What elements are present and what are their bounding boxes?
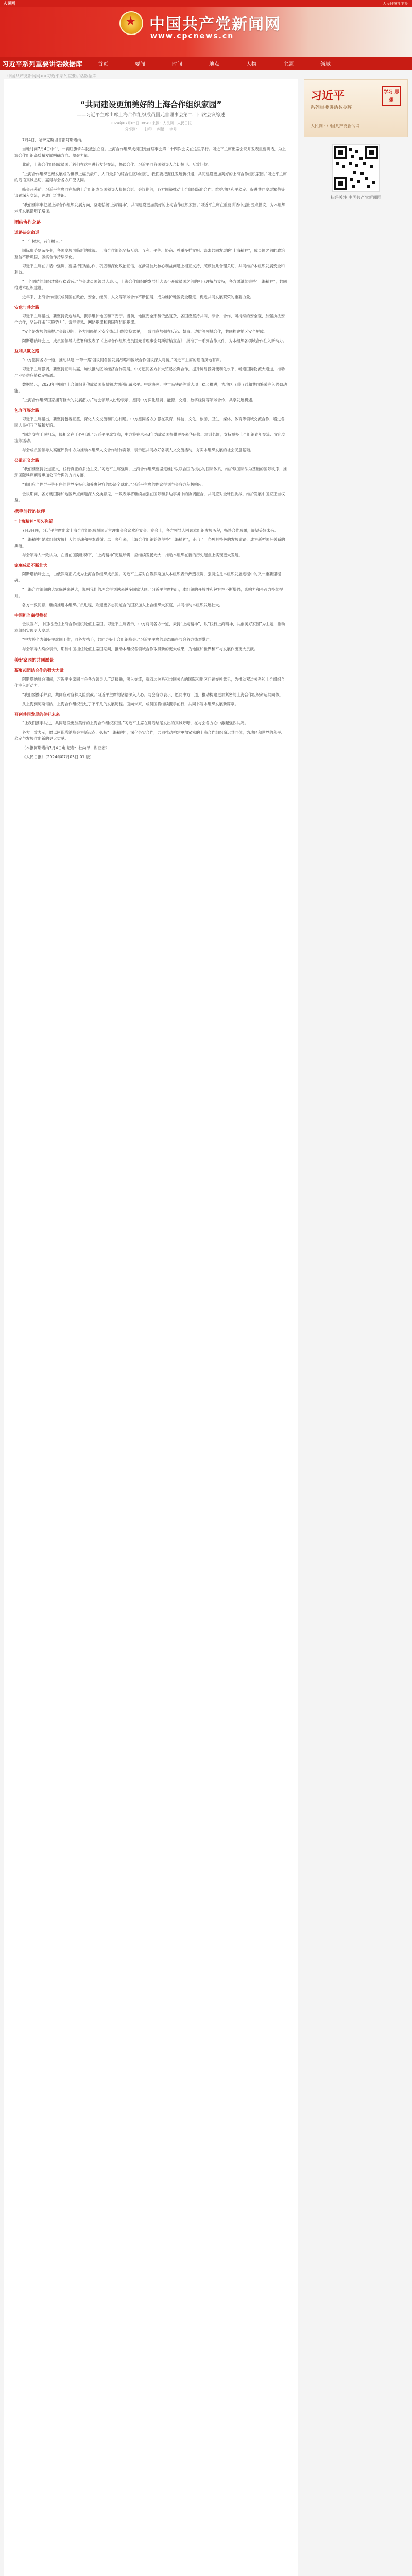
nav-item-home[interactable]: 首页: [98, 62, 108, 67]
top-logo[interactable]: 人民网: [3, 1, 15, 6]
article-paragraph: “我们应当倡导平等有序的世界多极化和普惠包容的经济全球化。”习近平主席的倡议得到与会各方积极响应。: [22, 482, 206, 487]
article-tools: [8, 127, 294, 132]
nav-item-news[interactable]: 要闻: [135, 62, 145, 67]
article-paragraph: （本报阿斯塔纳7月4日电 记者：杜尚泽、谢亚宏）: [22, 745, 110, 750]
article-paragraph: 7月3日晚，习近平主席出席上海合作组织成员国元首理事会会议欢迎宴会。宴会上，各方领导人回顾本组织发展历程，畅谈合作成果，展望美好未来。: [22, 528, 279, 533]
subsection-heading: 安危与共之路: [14, 305, 39, 310]
banner-subtitle: 系列重要讲话数据库: [311, 105, 353, 110]
article-paragraph: 峰会开幕前，习近平主席同在场的上合组织成员国领导人集体合影。会议期间，各方围绕推动上合组织深化合作、维护地区和平稳定、促进共同发展繁荣等议题深入交流，达成广泛共识。: [14, 187, 285, 198]
subsection-heading: 公道正义之路: [14, 458, 39, 463]
subsection-heading: 开创共同发展的美好未来: [14, 712, 60, 717]
sidebar-banner[interactable]: [304, 79, 408, 137]
article-paragraph: 从上海到阿斯塔纳，上海合作组织走过了不平凡的发展历程。面向未来，成员国将继续携手前行，共同书写本组织发展新篇章。: [22, 702, 238, 706]
article-paragraph: “上海合作组织国家拥有巨大的发展潜力。”与会领导人纷纷表示，愿同中方深化经贸、能源、交通、数字经济等领域合作，共享发展机遇。: [22, 398, 256, 402]
party-emblem-icon: ★: [119, 11, 143, 35]
banner-seal: 学习 思想: [382, 86, 401, 106]
section-heading: 携手前行的伙伴: [14, 509, 45, 514]
article-paragraph: “上海精神”是本组织发展壮大的灵魂和根本遵循。二十多年来，上海合作组织始终坚持“上海精神”，走出了一条独具特色的发展道路，成为新型国际关系的典范。: [14, 537, 285, 548]
article-paragraph: “一个团结的组织才能行稳致远。”与会成员国领导人表示，上海合作组织的发展壮大离不开成员国之间的相互理解与支持，各方愿继续秉持“上海精神”，共同推进本组织建设。: [14, 279, 287, 290]
article-paragraph: 与会领导人一致认为，在当前国际形势下，“上海精神”更显珍贵，应继续发扬光大，推动本组织在新的历史起点上实现更大发展。: [22, 553, 243, 557]
article-paragraph: 阿斯塔纳峰会期间，习近平主席同与会各方领导人广泛接触，深入交流，就双边关系和共同关心的国际和地区问题交换意见，为推动双边关系和上合组织合作注入新动力。: [14, 677, 285, 688]
breadcrumb[interactable]: 中国共产党新闻网>>习近平系列重要讲话数据库: [7, 74, 97, 78]
article-paragraph: “我们要携手并肩，共同应对各种风险挑战。”习近平主席的话语深入人心。与会各方表示，愿同中方一道，推动构建更加紧密的上海合作组织命运共同体。: [22, 692, 283, 697]
article-paragraph: 习近平主席在讲话中强调，要坚持团结协作，巩固和深化政治互信，在涉及彼此核心利益问题上相互支持，照顾彼此合理关切，共同维护本组织发展安全和利益。: [14, 264, 285, 275]
site-title[interactable]: 中国共产党新闻网: [149, 15, 281, 33]
article-paragraph: 阿斯塔纳峰会上，成员国领导人签署和发表了《上海合作组织成员国元首理事会阿斯塔纳宣言》，批准了一系列合作文件，为本组织各领域合作注入新动力。: [22, 338, 287, 343]
subsection-heading: 包容互鉴之路: [14, 408, 39, 413]
site-url: www.cpcnews.cn: [150, 32, 234, 40]
article-body: [14, 137, 287, 764]
subsection-heading: 互利共赢之路: [14, 349, 39, 353]
report-error-button[interactable]: 纠错: [157, 127, 165, 131]
article-paragraph: 习近平主席指出，要坚持安危与共，携手维护地区和平安宁。当前，地区安全形势依然复杂，各国应坚持共同、综合、合作、可持续的安全观，加强执法安全合作，坚决打击“三股势力”、毒品走私、网络犯罪和跨国有组织犯罪。: [14, 314, 285, 325]
article-paragraph: “我们要牢牢把握上海合作组织发展方向，坚定弘扬‘上海精神’，共同建设更加美好的上海合作组织家园。”习近平主席在重要讲话中提出五点倡议，为本组织未来发展指明了路径。: [14, 202, 286, 213]
article-paragraph: “让我们携手共进，共同建设更加美好的上海合作组织家园。”习近平主席在讲话结尾发出的真诚呼吁，在与会各方心中激起强烈共鸣。: [22, 721, 249, 725]
nav-item-time[interactable]: 时间: [172, 62, 182, 67]
section-heading: 团结协作之路: [14, 220, 41, 225]
article-paragraph: “中方将全力做好主席国工作，同各方携手，共同办好上合组织峰会。”习近平主席的表态赢得与会各方热烈掌声。: [22, 637, 214, 642]
nav-database-title[interactable]: 习近平系列重要讲话数据库: [2, 61, 83, 69]
article-paragraph: 近年来，上海合作组织成员国在政治、安全、经济、人文等领域合作不断拓展，成为维护地区安全稳定、促进共同发展繁荣的重要力量。: [22, 295, 254, 299]
article-paragraph: “上海合作组织的大家庭越来越大，说明我们的理念得到越来越多国家认同。”习近平主席指出，本组织的开放性和包容性不断增强，影响力和号召力持续提升。: [14, 587, 283, 598]
nav-item-topic[interactable]: 主题: [283, 62, 294, 67]
article-paragraph: 会议宣布，中国将接任上海合作组织轮值主席国。习近平主席表示，中方将同各方一道，秉持“上海精神”，以“践行上海精神，共创美好家园”为主题，推动本组织实现更大发展。: [14, 622, 285, 633]
site-header: [0, 0, 412, 57]
nav-item-place[interactable]: 地点: [209, 62, 219, 67]
print-button[interactable]: 打印: [144, 127, 152, 131]
article-paragraph: “安全是发展的前提。”会议期间，各方围绕地区安全热点问题交换意见，一致同意加强在反恐、禁毒、边防等领域合作，共同构建地区安全屏障。: [22, 329, 268, 334]
article-paragraph: 与会领导人纷纷表示，期待中国担任轮值主席国期间，推动本组织各领域合作取得新的更大成果，为地区和世界和平与发展作出更大贡献。: [22, 647, 258, 651]
qr-caption: 扫码关注 中国共产党新闻网: [330, 195, 382, 200]
article-paragraph: “上海合作组织已经发展成为世界上幅员最广、人口最多的综合性区域组织，我们要把握住发展新机遇，共同建设更加美好的上海合作组织家园。”习近平主席的话语真诚恳切，赢得与会各方广泛认同。: [14, 172, 287, 182]
article-paragraph: 习近平主席强调，要坚持互利共赢，加快推动区域经济合作发展。中方愿同各方扩大贸易投资合作，提升贸易投资便利化水平，畅通国际物流大通道，推动产业链供应链稳定畅通。: [14, 367, 285, 378]
article-meta: 2024年07月05日 08:49 来源：人民网－人民日报: [110, 121, 192, 125]
article-card: [4, 79, 298, 2576]
article-paragraph: 习近平主席指出，要坚持包容互鉴，深化人文交流和民心相通。中方愿同各方加强在教育、科技、文化、旅游、卫生、媒体、体育等领域交流合作，增进各国人民相互了解和友谊。: [14, 417, 285, 428]
article-paragraph: 各方一致同意，继续推进本组织扩员进程，欢迎更多志同道合的国家加入上合组织大家庭，共同推动本组织发展壮大。: [22, 603, 223, 607]
article-paragraph: 与会成员国领导人高度评价中方为推动本组织人文合作所作贡献，表示愿共同办好各项人文交流活动，夯实本组织发展的社会民意基础。: [22, 448, 254, 452]
top-right-text: 人民日报社主办: [383, 2, 408, 6]
article-paragraph: 此前，上海合作组织成员国元首们在这里进行友好交流，畅谈合作。习近平同各国领导人亲切握手、互致问候。: [22, 162, 212, 167]
article-paragraph: 当地时间7月4日中午，一辆红旗轿车驶抵独立宫。上海合作组织成员国元首理事会第二十四次会议在这里举行。习近平主席出席会议并发表重要讲话，为上海合作组织高质量发展明确方向、凝聚力量。: [14, 147, 286, 158]
banner-footer: 人民网 · 中国共产党新闻网: [311, 124, 360, 128]
nav-item-people[interactable]: 人物: [246, 62, 256, 67]
nav-item-field[interactable]: 领域: [320, 62, 331, 67]
nav-bar: [0, 57, 412, 70]
subsection-heading: 凝聚起团结合作的强大力量: [14, 668, 64, 673]
article-paragraph: 会议期间，各方就国际和地区热点问题深入交换意见，一致表示将继续加强在国际和多边事务中的协调配合，共同应对全球性挑战，维护发展中国家正当权益。: [14, 492, 285, 502]
qr-code-icon: [332, 144, 380, 192]
subsection-heading: 中国担当赢得赞誉: [14, 613, 47, 618]
article-paragraph: “我们要坚持公道正义，践行真正的多边主义。”习近平主席强调，上海合作组织要坚定维护以联合国为核心的国际体系，维护以国际法为基础的国际秩序，推动国际秩序朝着更加公正合理的方向发展。: [14, 467, 287, 478]
article-paragraph: “十年树木，百年树人。”: [22, 239, 63, 244]
banner-title: 习近平: [311, 89, 345, 103]
article-paragraph: 《人民日报》（2024年07月05日 01 版）: [22, 755, 94, 759]
article-paragraph: “国之交在于民相亲，民相亲在于心相通。”习近平主席宣布，中方将在未来3年为成员国提供更多来华研修、培训名额，支持举办上合组织青年交流、文化交流等活动。: [14, 432, 286, 443]
subsection-heading: 道路决定命运: [14, 230, 39, 235]
top-strip: [0, 0, 412, 7]
article-title: “共同建设更加美好的上海合作组织家园”: [80, 100, 222, 109]
share-label: 分享到：: [125, 127, 140, 131]
article-paragraph: 数据显示，2023年中国同上合组织其他成员国贸易额达到创纪录水平。中欧班列、中吉乌铁路等重大项目稳步推进，为地区互联互通和共同繁荣注入强劲动能。: [14, 382, 287, 393]
section-heading: 美好家园的共同愿景: [14, 658, 54, 663]
article-paragraph: 各方一致表示，愿以阿斯塔纳峰会为新起点，弘扬“上海精神”，深化务实合作，共同推动构建更加紧密的上海合作组织命运共同体，为地区和世界的和平、稳定与发展作出新的更大贡献。: [14, 730, 285, 741]
article-paragraph: “中方愿同各方一道，推动共建‘一带一路’倡议同各国发展战略和区域合作倡议深入对接。”习近平主席的话语掷地有声。: [22, 358, 224, 362]
font-size-button[interactable]: 字号: [169, 127, 177, 131]
article-paragraph: 7月4日，哈萨克斯坦首都阿斯塔纳。: [22, 138, 85, 142]
subsection-heading: “上海精神”历久弥新: [14, 519, 53, 524]
article-paragraph: 阿斯塔纳峰会上，白俄罗斯正式成为上海合作组织成员国。习近平主席对白俄罗斯加入本组织表示热烈祝贺，强调这是本组织发展进程中的又一重要里程碑。: [14, 572, 281, 583]
article-subtitle: ——习近平主席出席上海合作组织成员国元首理事会第二十四次会议综述: [76, 113, 225, 118]
article-paragraph: 国际形势复杂多变，各国发展面临新的挑战。上海合作组织坚持互信、互利、平等、协商、尊重多样文明、谋求共同发展的“上海精神”，成员国之间的政治互信不断巩固，务实合作持续深化。: [14, 248, 285, 259]
subsection-heading: 家庭成员不断壮大: [14, 563, 47, 568]
